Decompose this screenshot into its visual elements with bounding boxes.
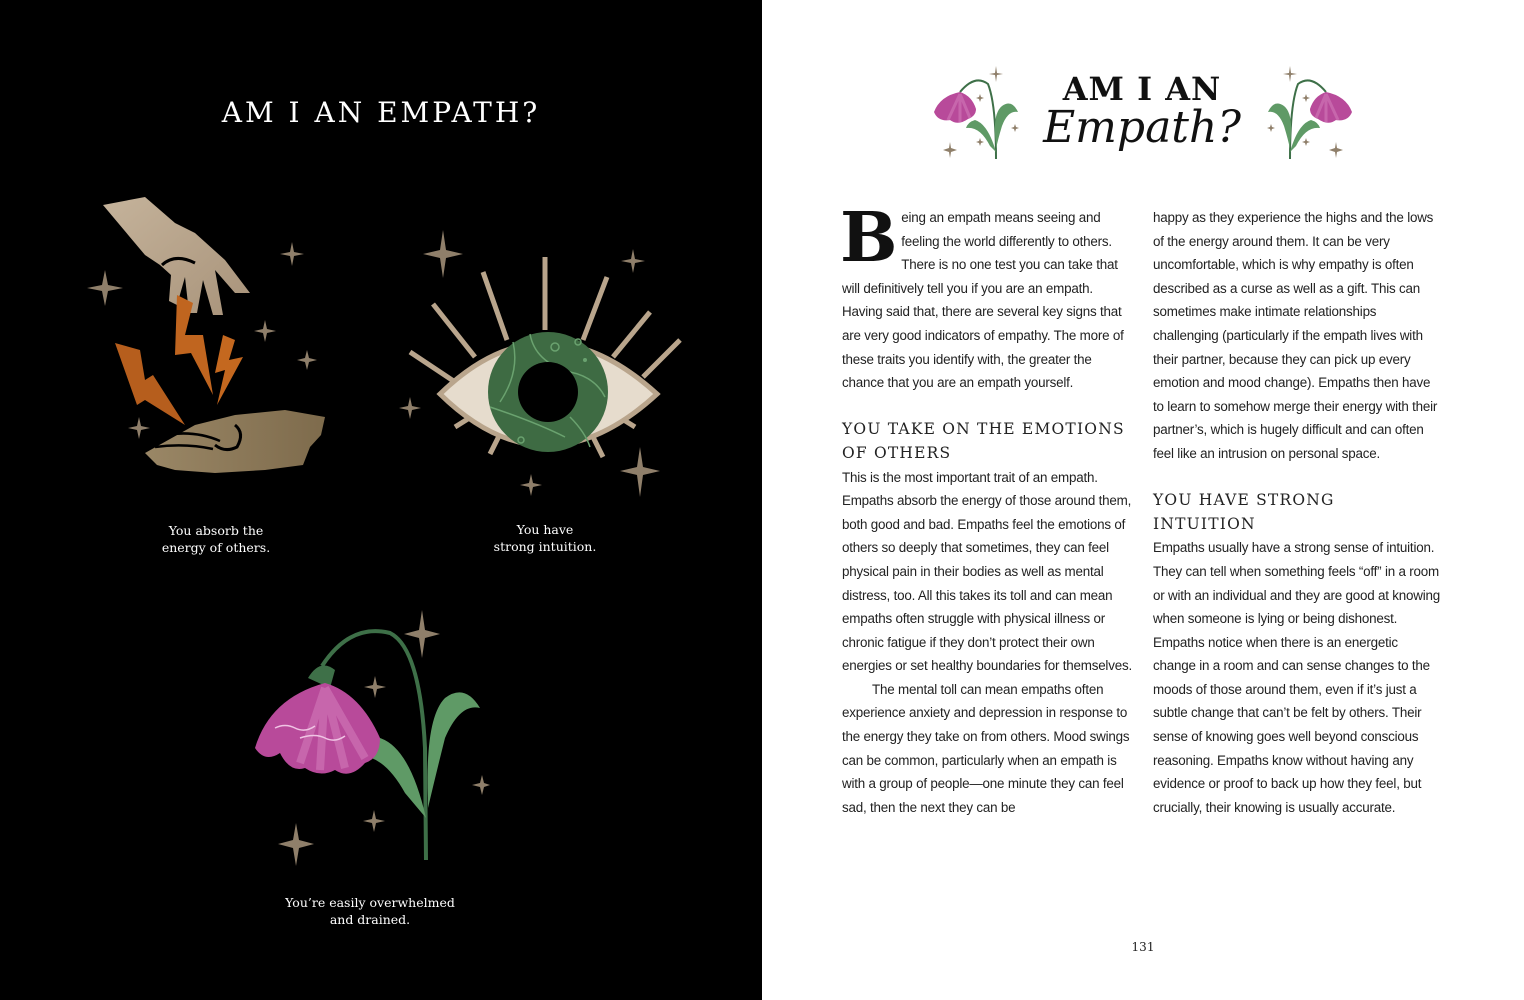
- caption-line: You’re easily overwhelmed: [285, 895, 455, 910]
- body-paragraph: The mental toll can mean empaths often experience anxiety and depression in response to the energy they take on from others. Mood swings can be common, particularly when an empath is with a group of people—one minute they can feel sad, then the next they can be: [842, 681, 1130, 815]
- caption-line: You absorb the: [168, 523, 264, 538]
- body-paragraph: This is the most important trait of an empath. Empaths absorb the energy of those around them, both good and bad. Empaths feel the emotions of others so deeply that sometimes, they can feel physical pain in their bodies as well as mental distress, too. All this takes its toll and can mean empaths often struggle with physical illness or chronic fatigue if they don’t protect their own energies or set healthy boundaries for themselves.: [842, 469, 1132, 674]
- page-number: 131: [1131, 940, 1155, 954]
- eye-icon: [395, 222, 690, 502]
- drooping-flower-icon: [240, 598, 490, 873]
- right-page-title: [1042, 70, 1242, 152]
- caption-line: and drained.: [329, 912, 411, 927]
- body-paragraph: happy as they experience the highs and the lows of the energy around them. It can be very uncomfortable, which is why empathy is often described as a curse as well as a gift. This can sometimes make intimate relationships challenging (particularly if the empath lives with their partner, because they can pick up every emotion and mood change). Empaths then have to learn to somehow merge their energy with their partner’s, which is hugely difficult and can often feel like an intrusion on personal space.: [1153, 210, 1438, 461]
- left-page-title: AM I AN EMPATH?: [221, 96, 541, 129]
- flower-ornament-icon: [930, 64, 1020, 164]
- text-column-1: [840, 198, 1132, 819]
- title-line-2: Empath?: [1043, 102, 1241, 153]
- caption-line: energy of others.: [161, 540, 271, 555]
- caption-absorb-energy: [136, 522, 296, 556]
- flower-ornament-icon: [1266, 64, 1356, 164]
- caption-overwhelmed: [270, 894, 470, 928]
- hands-lightning-icon: [85, 185, 345, 485]
- caption-line: strong intuition.: [493, 539, 597, 554]
- section-heading-emotions: YOU TAKE ON THE EMOTIONS OF OTHERS: [842, 420, 1125, 462]
- intro-paragraph: [840, 198, 1132, 395]
- right-page: [762, 0, 1524, 1000]
- drop-cap: B: [840, 198, 898, 278]
- intro-text: eing an empath means seeing and feeling the world differently to others. There is no one test you can take that will definitively tell you if you are an empath. Having said that, there are several key signs that are very good indicators of empathy. The more of these traits you identify with, the greater the chance that you are an empath yourself.: [842, 210, 1124, 391]
- caption-strong-intuition: [465, 521, 625, 555]
- section-heading-intuition: YOU HAVE STRONG INTUITION: [1153, 491, 1335, 533]
- title-line-1: AM I AN: [1062, 70, 1222, 108]
- text-column-2: [1153, 206, 1443, 819]
- caption-line: You have: [516, 522, 574, 537]
- body-paragraph: Empaths usually have a strong sense of intuition. They can tell when something feels “off” in a room or with an individual and they are good at knowing when someone is lying or being dishonest. Empaths notice when there is an energetic change in a room and can sense changes to the moods of those around them, even if it’s just a subtle change that can’t be felt by others. Their sense of knowing goes well beyond conscious reasoning. Empaths know without having any evidence or proof to back up how they feel, but crucially, their knowing is usually accurate.: [1153, 540, 1441, 815]
